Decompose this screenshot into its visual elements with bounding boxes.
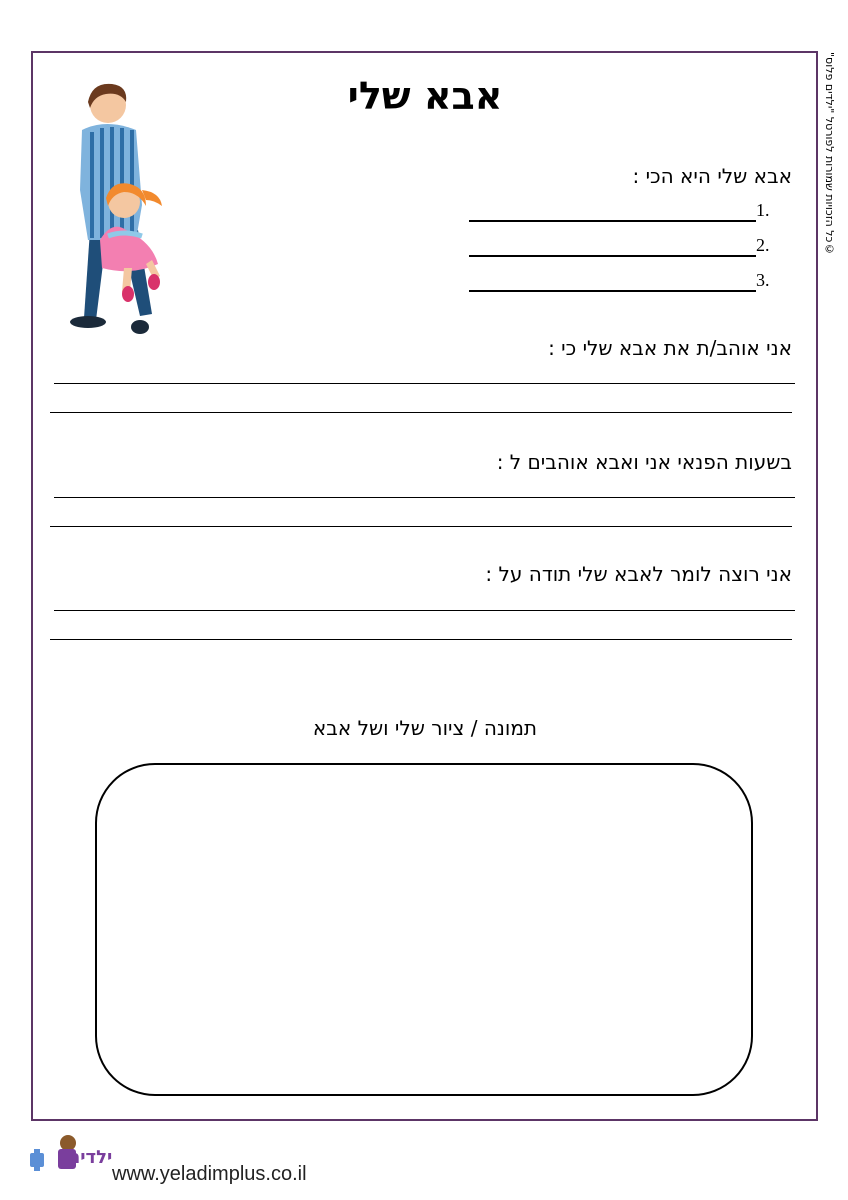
- writing-line[interactable]: [54, 383, 795, 384]
- answer-row-2[interactable]: [469, 235, 789, 259]
- father-daughter-illustration: [62, 80, 182, 342]
- answer-row-1[interactable]: [469, 200, 789, 224]
- list-number: 1.: [756, 200, 770, 220]
- question-love-because: אני אוהב/ת את אבא שלי כי :: [548, 336, 792, 360]
- copyright-notice: ©כל הזכויות שמורות לפורטל "ילדים פלוס": [823, 52, 836, 256]
- question-free-time: בשעות הפנאי אני ואבא אוהבים ל :: [496, 450, 792, 474]
- answer-blank[interactable]: [469, 255, 756, 257]
- page-title: אבא שלי: [347, 74, 503, 118]
- logo-lettering: ילדים: [67, 1147, 113, 1168]
- question-thank-you: אני רוצה לומר לאבא שלי תודה על :: [485, 562, 792, 586]
- writing-line[interactable]: [54, 497, 795, 498]
- list-number: 2.: [756, 235, 770, 255]
- website-url[interactable]: www.yeladimplus.co.il: [112, 1163, 307, 1185]
- writing-line[interactable]: [50, 526, 792, 527]
- writing-line[interactable]: [50, 412, 792, 413]
- drawing-caption: תמונה / ציור שלי ושל אבא: [312, 716, 538, 740]
- list-number: 3.: [756, 270, 770, 290]
- answer-blank[interactable]: [469, 220, 756, 222]
- yeladim-plus-logo: [28, 1133, 114, 1185]
- question-best-qualities: אבא שלי היא הכי :: [632, 164, 792, 188]
- writing-line[interactable]: [50, 639, 792, 640]
- answer-row-3[interactable]: [469, 270, 789, 294]
- drawing-box[interactable]: [95, 763, 753, 1096]
- answer-blank[interactable]: [469, 290, 756, 292]
- writing-line[interactable]: [54, 610, 795, 611]
